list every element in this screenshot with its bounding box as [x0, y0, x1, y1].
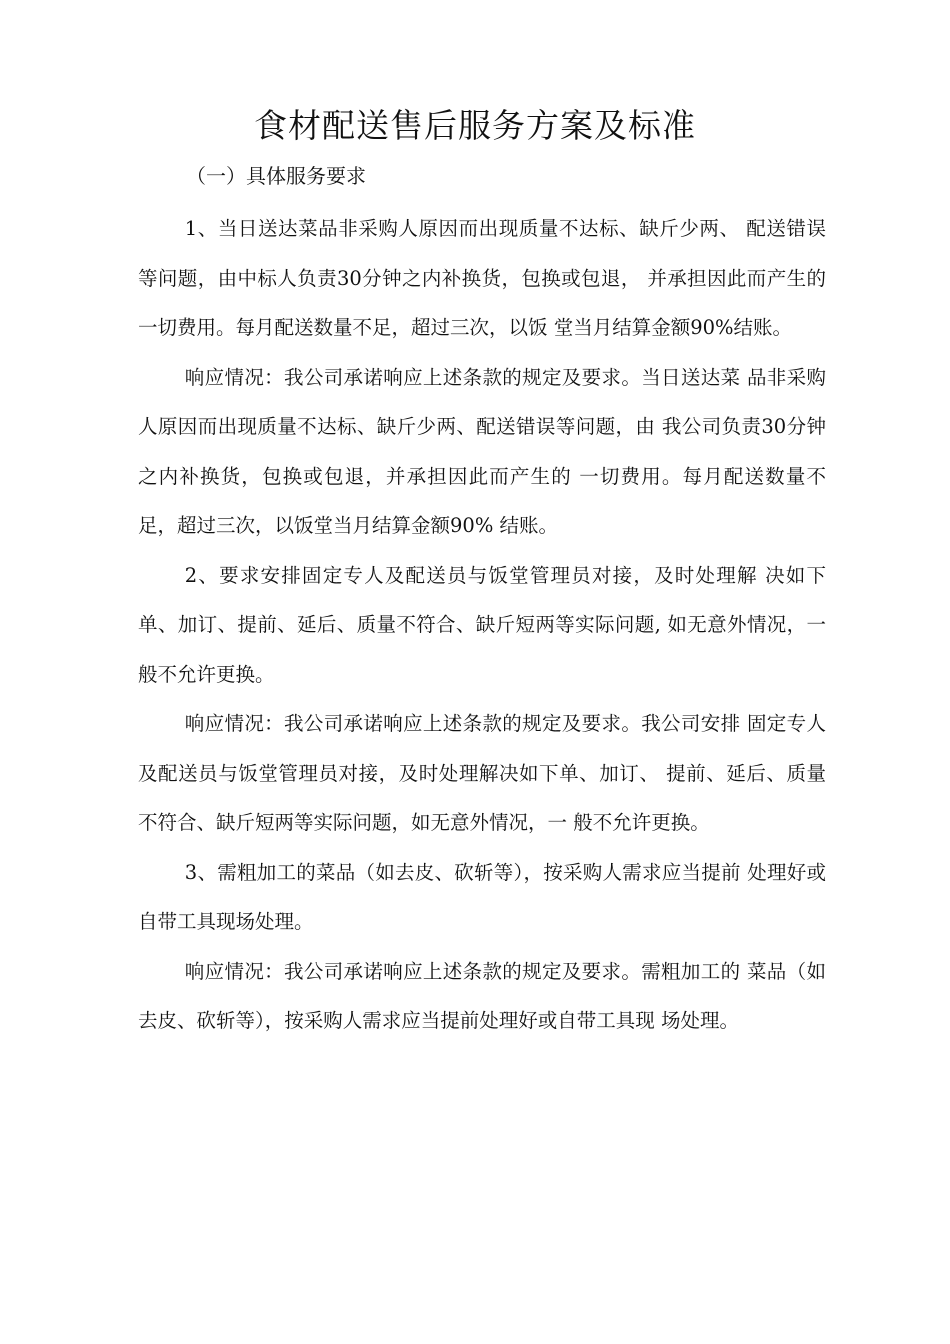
paragraph-requirement-2: 2、要求安排固定专人及配送员与饭堂管理员对接，及时处理解 决如下单、加订、提前、延后、质量不符合、缺斤短两等实际问题, 如无意外情况，一般不允许更换。	[138, 563, 826, 686]
paragraph-response-2: 响应情况：我公司承诺响应上述条款的规定及要求。我公司安排 固定专人及配送员与饭堂管理员对接，及时处理解决如下单、加订、 提前、延后、质量不符合、缺斤短两等实际问题，如无意外情况，一 般不允许更换。	[138, 712, 826, 834]
paragraph-response-1: 响应情况：我公司承诺响应上述条款的规定及要求。当日送达菜 品非采购人原因而出现质量不达标、缺斤少两、配送错误等问题，由 我公司负责30分钟之内补换货，包换或包退，并承担因此而产生的 一切费用。每月配送数量不足，超过三次，以饭堂当月结算金额90% 结账。	[138, 365, 826, 537]
paragraph-requirement-3: 3、需粗加工的菜品（如去皮、砍斩等），按采购人需求应当提前 处理好或自带工具现场处理。	[138, 860, 826, 933]
document-body	[138, 204, 826, 1046]
document-title: 食材配送售后服务方案及标准	[254, 106, 696, 145]
paragraph-response-3: 响应情况：我公司承诺响应上述条款的规定及要求。需粗加工的 菜品（如去皮、砍斩等），按采购人需求应当提前处理好或自带工具现 场处理。	[138, 959, 826, 1032]
section-heading: （一）具体服务要求	[186, 164, 366, 188]
paragraph-requirement-1: 1、当日送达菜品非采购人原因而出现质量不达标、缺斤少两、 配送错误等问题，由中标人负责30分钟之内补换货，包换或包退， 并承担因此而产生的一切费用。每月配送数量不足，超过三次，以饭 堂当月结算金额90%结账。	[138, 217, 826, 339]
